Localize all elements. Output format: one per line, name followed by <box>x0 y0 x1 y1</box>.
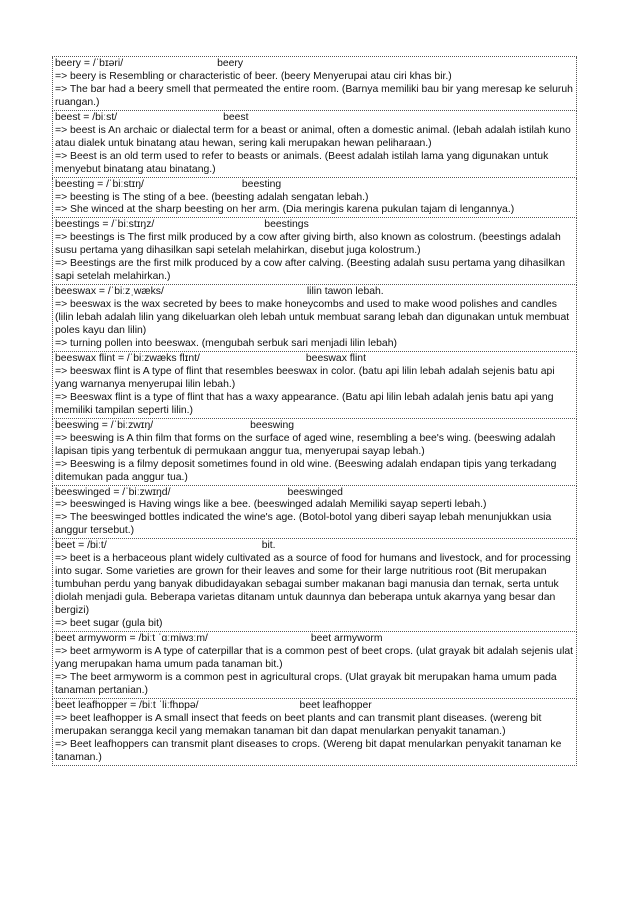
entry-pronunciation: beeswax = /ˈbiːzˌwæks/ <box>55 286 164 298</box>
entry-header <box>55 700 574 713</box>
dictionary-page <box>52 56 577 766</box>
dictionary-entry <box>52 699 577 766</box>
entry-header <box>55 633 574 646</box>
entry-line: => Beest is an old term used to refer to beasts or animals. (Beest adalah istilah lama yang digunakan untuk menyebut binatang atau binatang.) <box>55 150 549 175</box>
entry-translation: beeswinged <box>287 486 343 498</box>
entry-translation: beet armyworm <box>310 632 383 644</box>
entry-line: => The bar had a beery smell that permeated the entire room. (Barnya memiliki bau bir yang meresap ke seluruh ruangan.) <box>55 83 573 108</box>
dictionary-entry <box>52 419 577 486</box>
entry-line: => beesting is The sting of a bee. (beesting adalah sengatan lebah.) <box>55 191 369 203</box>
entry-header <box>55 179 574 192</box>
entry-header <box>55 286 574 299</box>
entry-header <box>55 219 574 232</box>
entry-line: => turning pollen into beeswax. (mengubah serbuk sari menjadi lilin lebah) <box>55 338 397 350</box>
entry-line: => Beestings are the first milk produced by a cow after calving. (Beesting adalah susu pertama yang dihasilkan sapi setelah melahirkan.) <box>55 258 565 283</box>
entry-pronunciation: beesting = /ˈbiːstɪŋ/ <box>55 178 144 190</box>
entry-line: => beery is Resembling or characteristic of beer. (beery Menyerupai atau ciri khas bir.) <box>55 70 452 82</box>
entry-line: => beeswing is A thin film that forms on the surface of aged wine, resembling a bee's wing. (beeswing adalah lapisan tipis yang terbentuk di permukaan anggur tua, menyerupai sayap lebah.) <box>55 432 556 457</box>
entry-translation: bit. <box>261 540 276 552</box>
entry-pronunciation: beeswing = /ˈbiːzwɪŋ/ <box>55 419 154 431</box>
entry-line: => The beet armyworm is a common pest in agricultural crops. (Ulat grayak bit merupakan hama umum pada tanaman pertanian.) <box>55 671 557 696</box>
entry-translation: beery <box>217 58 244 69</box>
entry-header <box>55 58 574 71</box>
entry-pronunciation: beeswinged = /ˈbiːzwɪŋd/ <box>55 486 171 498</box>
entry-header <box>55 112 574 125</box>
entry-header <box>55 487 574 500</box>
entry-translation: beesting <box>241 178 282 190</box>
entry-line: => beestings is The first milk produced by a cow after giving birth, also known as colostrum. (beestings adalah susu pertama yang dihasilkan sapi setelah melahirkan, disebut juga kolostrum.) <box>55 232 561 257</box>
entry-line: => Beeswing is a filmy deposit sometimes found in old wine. (Beeswing adalah endapan tipis yang terkadang ditemukan pada anggur tua.) <box>55 458 557 483</box>
entry-header <box>55 420 574 433</box>
entry-translation: beeswing <box>250 419 295 431</box>
entry-line: => beet is a herbaceous plant widely cultivated as a source of food for humans and livestock, and for processing into sugar. Some varieties are grown for their leaves and some for their large nutritious root (Bit merupakan tumbuhan perdu yang banyak dibudidayakan sebagai sumber makanan bagi manusia dan ternak, serta untuk diolah menjadi gula. Beberapa varietas ditanam untuk daunnya dan beberapa untuk akarnya yang besar dan bergizi) <box>55 553 571 617</box>
entry-translation: beestings <box>264 219 309 231</box>
entry-pronunciation: beet = /biːt/ <box>55 540 107 552</box>
entry-translation: beest <box>223 111 249 123</box>
dictionary-entry <box>52 218 577 285</box>
dictionary-entry <box>52 178 577 219</box>
entry-line: => beest is An archaic or dialectal term for a beast or animal, often a domestic animal. (lebah adalah istilah kuno atau dialek untuk binatang atau hewan, sering kali merupakan hewan peliharaan.) <box>55 124 571 149</box>
dictionary-entry <box>52 486 577 540</box>
dictionary-entry <box>52 632 577 699</box>
entry-line: => Beet leafhoppers can transmit plant diseases to crops. (Wereng bit dapat menularkan penyakit tanaman ke tanaman.) <box>55 738 562 763</box>
entry-line: => Beeswax flint is a type of flint that has a waxy appearance. (Batu api lilin lebah adalah jenis batu api yang memiliki tampilan seperti lilin.) <box>55 391 554 416</box>
entry-line: => beet leafhopper is A small insect that feeds on beet plants and can transmit plant diseases. (wereng bit merupakan serangga kecil yang memakan tanaman bit dan dapat menularkan penyakit tanaman.) <box>55 712 542 737</box>
entry-pronunciation: beet leafhopper = /biːt ˈliːfhɒpə/ <box>55 699 199 711</box>
entry-line: => She winced at the sharp beesting on her arm. (Dia meringis karena pukulan tajam di lengannya.) <box>55 204 515 216</box>
entry-pronunciation: beest = /biːst/ <box>55 111 118 123</box>
dictionary-entry <box>52 539 577 632</box>
dictionary-entry <box>52 111 577 178</box>
entry-translation: beet leafhopper <box>299 699 372 711</box>
entry-line: => The beeswinged bottles indicated the wine's age. (Botol-botol yang diberi sayap lebah menunjukkan usia anggur tersebut.) <box>55 512 552 537</box>
dictionary-entry <box>52 285 577 352</box>
entry-line: => beet armyworm is A type of caterpillar that is a common pest of beet crops. (ulat grayak bit adalah sejenis ulat yang merupakan hama umum pada tanaman bit.) <box>55 645 574 670</box>
entry-line: => beeswinged is Having wings like a bee. (beeswinged adalah Memiliki sayap seperti lebah.) <box>55 499 487 511</box>
entry-translation: lilin tawon lebah. <box>306 286 384 298</box>
dictionary-entry <box>52 57 577 111</box>
entry-line: => beet sugar (gula bit) <box>55 618 163 630</box>
dictionary-entry <box>52 352 577 419</box>
entry-header <box>55 540 574 553</box>
entry-pronunciation: beery = /ˈbɪəri/ <box>55 58 124 69</box>
entry-line: => beeswax flint is A type of flint that resembles beeswax in color. (batu api lilin lebah adalah sejenis batu api yang warnanya menyerupai lilin lebah.) <box>55 365 555 390</box>
entry-pronunciation: beet armyworm = /biːt ˈɑːmiwɜːm/ <box>55 632 208 644</box>
entry-header <box>55 353 574 366</box>
entry-translation: beeswax flint <box>305 352 366 364</box>
entry-pronunciation: beestings = /ˈbiːstɪŋz/ <box>55 219 155 231</box>
entry-line: => beeswax is the wax secreted by bees to make honeycombs and used to make wood polishes and candles (lilin lebah adalah lilin yang dikeluarkan oleh lebah untuk membuat sarang lebah dan digunakan untuk membuat poles kayu dan lilin) <box>55 299 570 337</box>
entry-pronunciation: beeswax flint = /ˈbiːzwæks flɪnt/ <box>55 352 200 364</box>
